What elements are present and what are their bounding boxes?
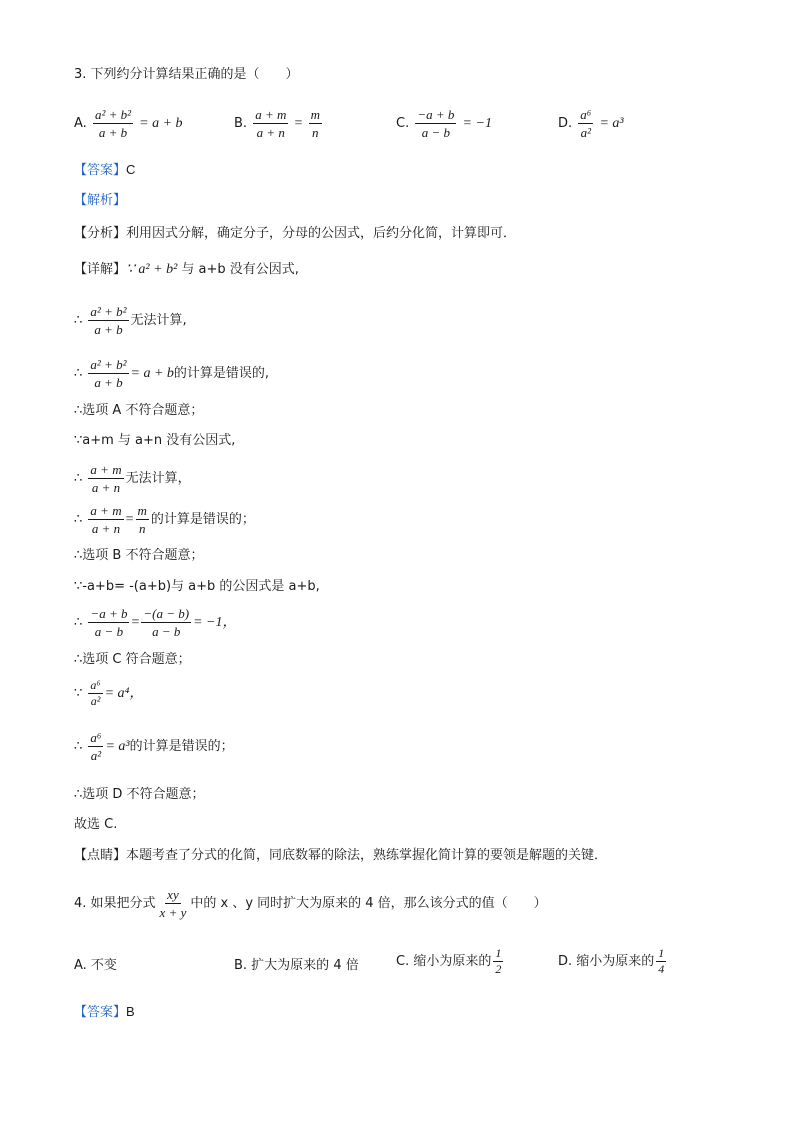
q3-detail-7-fraction: $\frac{a + m}{a + n}$: [90, 503, 122, 536]
q3-detail-1: 【详解】∵ a² + b² 与 a+b 没有公因式,: [74, 262, 299, 277]
q3-detail-9: ∵-a+b= -(a+b)与 a+b 的公因式是 a+b,: [74, 579, 320, 594]
q3-option-b-fraction: $\frac{a + m}{a + n}$: [255, 107, 287, 140]
q3-comment: 【点睛】本题考查了分式的化简，同底数幂的除法，熟练掌握化简计算的要领是解题的关键．: [74, 848, 608, 863]
q3-detail-7-rhs-fraction: $\frac{m}{n}$: [137, 503, 147, 536]
q4-option-a: A. 不变: [74, 958, 117, 973]
q3-detail-10-rhs-fraction: $\frac{-(a - b)}{a - b}$: [143, 606, 190, 639]
q3-answer: 【答案】C: [74, 162, 136, 178]
q4-option-c: C. 缩小为原来的 $\frac{1}{2}$: [396, 946, 502, 976]
q3-detail-5: ∵a+m 与 a+n 没有公因式,: [74, 433, 236, 448]
q3-option-a: A. $\frac{\text{a² + b²}}{a + b}$ = a + b: [74, 107, 183, 140]
q3-detail-13: ∴ $\frac{\text{a⁶}}{\text{a²}}$ = a³的计算是错误的；: [74, 730, 234, 763]
q3-detail-7: ∴ $\frac{a + m}{a + n}$ = $\frac{m}{n}$ 的计算是错误的；: [74, 503, 255, 536]
q3-detail-12: ∵ $\frac{\text{a⁶}}{\text{a²}}$ = a⁴，: [74, 678, 144, 708]
q3-detail-10-fraction: $\frac{-a + b}{a - b}$: [90, 606, 128, 639]
q3-analysis-tag: 【解析】: [74, 193, 127, 208]
q4-option-d: D. 缩小为原来的 $\frac{1}{4}$: [558, 946, 665, 976]
q4-option-c-fraction: $\frac{1}{2}$: [495, 946, 502, 976]
q3-detail-11: ∴选项 C 符合题意；: [74, 652, 191, 667]
q3-detail-3-fraction: $\frac{\text{a² + b²}}{a + b}$: [90, 357, 127, 390]
q3-option-a-fraction: $\frac{\text{a² + b²}}{a + b}$: [94, 107, 132, 140]
q3-detail-14: ∴选项 D 不符合题意；: [74, 787, 205, 802]
question-4-stem: 4. 如果把分式 $\frac{xy}{x + y}$ 中的 x 、y 同时扩大为原来的 4 倍，那么该分式的值（ ）: [74, 887, 547, 920]
q3-detail-4: ∴选项 A 不符合题意；: [74, 403, 204, 418]
q3-detail-8: ∴选项 B 不符合题意；: [74, 548, 204, 563]
q4-option-d-fraction: $\frac{1}{4}$: [658, 946, 665, 976]
q3-detail-6: ∴ $\frac{a + m}{a + n}$ 无法计算，: [74, 462, 191, 495]
q4-option-b: B. 扩大为原来的 4 倍: [234, 958, 359, 973]
q3-option-b-rhs-fraction: $\frac{m}{n}$: [310, 107, 320, 140]
q3-option-b: B. $\frac{a + m}{a + n}$ = $\frac{m}{n}$: [234, 107, 320, 140]
q3-fenxi: 【分析】利用因式分解，确定分子，分母的公因式，后约分化简，计算即可．: [74, 226, 517, 241]
q3-choose: 故选 C.: [74, 817, 118, 832]
q3-detail-13-fraction: $\frac{\text{a⁶}}{\text{a²}}$: [90, 730, 102, 763]
q3-detail-6-fraction: $\frac{a + m}{a + n}$: [90, 462, 122, 495]
q3-option-c: C. $\frac{-a + b}{a - b}$ = −1: [396, 107, 492, 140]
q3-detail-2-fraction: $\frac{\text{a² + b²}}{a + b}$: [90, 304, 127, 337]
q3-detail-2: ∴ $\frac{\text{a² + b²}}{a + b}$ 无法计算,: [74, 304, 187, 337]
q4-answer: 【答案】B: [74, 1004, 135, 1020]
q3-detail-10: ∴ $\frac{-a + b}{a - b}$ = $\frac{-(a - b)}{a - b}$ = −1，: [74, 606, 237, 639]
q3-option-d-fraction: $\frac{\text{a⁶}}{\text{a²}}$: [580, 107, 592, 140]
q3-option-c-fraction: $\frac{-a + b}{a - b}$: [417, 107, 455, 140]
question-3-stem: 3. 下列约分计算结果正确的是（ ）: [74, 67, 299, 82]
q3-detail-12-fraction: $\frac{\text{a⁶}}{\text{a²}}$: [90, 678, 101, 708]
q4-stem-fraction: $\frac{xy}{x + y}$: [159, 887, 187, 920]
q3-detail-3: ∴ $\frac{\text{a² + b²}}{a + b}$ = a + b的计算是错误的,: [74, 357, 270, 390]
q3-option-d: D. $\frac{\text{a⁶}}{\text{a²}}$ = a³: [558, 107, 624, 140]
